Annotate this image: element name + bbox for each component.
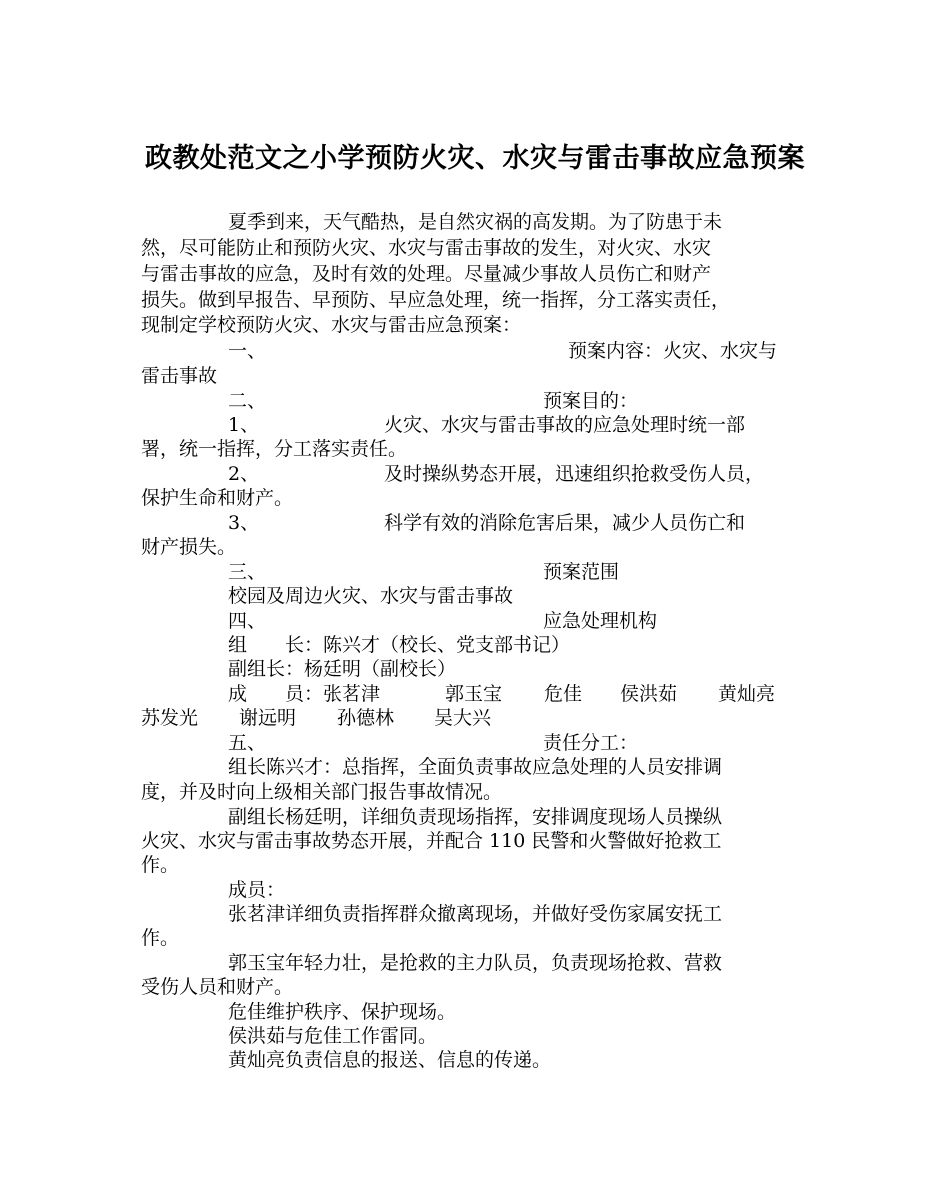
document-title: 政教处范文之小学预防火灾、水灾与雷击事故应急预案 <box>145 143 805 174</box>
duty-line: 副组长杨廷明，详细负责现场指挥，安排调度现场人员操纵 <box>228 806 723 828</box>
section-text: 预案内容：火灾、水灾与 <box>568 340 778 362</box>
duty-line: 郭玉宝年轻力壮，是抢救的主力队员，负责现场抢救、营救 <box>228 952 723 974</box>
duty-line: 受伤人员和财产。 <box>141 976 294 998</box>
intro-line: 现制定学校预防火灾、水灾与雷击应急预案： <box>141 314 522 336</box>
duty-line: 火灾、水灾与雷击事故势态开展，并配合 110 民警和火警做好抢救工 <box>141 830 722 852</box>
member-name: 侯洪茹 <box>620 683 678 705</box>
member-name: 郭玉宝 <box>445 683 503 705</box>
section-number: 五、 <box>228 732 267 754</box>
org-members: 成 员：张茗津 郭玉宝 危佳 侯洪茹 黄灿亮 <box>228 683 776 705</box>
duty-line: 组长陈兴才：总指挥，全面负责事故应急处理的人员安排调 <box>228 756 723 778</box>
duty-line: 成员： <box>228 879 286 901</box>
intro-line: 与雷击事故的应急，及时有效的处理。尽量减少事故人员伤亡和财产 <box>141 263 712 285</box>
list-item: 2、 及时操纵势态开展，迅速组织抢救受伤人员， <box>228 463 765 485</box>
intro-line: 夏季到来，天气酷热，是自然灾祸的高发期。为了防患于未 <box>228 211 723 233</box>
duty-line: 张茗津详细负责指挥群众撤离现场，并做好受伤家属安抚工 <box>228 903 723 925</box>
duty-line: 侯洪茹与危佳工作雷同。 <box>228 1025 438 1047</box>
section-text: 责任分工： <box>543 732 639 754</box>
section-text: 预案目的： <box>543 390 639 412</box>
list-item-continuation: 财产损失。 <box>141 536 237 558</box>
duty-line: 危佳维护秩序、保护现场。 <box>228 1001 457 1023</box>
section-number: 四、 <box>228 610 267 632</box>
intro-line: 然，尽可能防止和预防火灾、水灾与雷击事故的发生，对火灾、水灾 <box>141 237 712 259</box>
list-item-continuation: 署，统一指挥，分工落实责任。 <box>141 438 408 460</box>
org-deputy: 副组长：杨廷明（副校长） <box>228 658 457 680</box>
duty-line: 黄灿亮负责信息的报送、信息的传递。 <box>228 1049 552 1071</box>
list-item: 3、 科学有效的消除危害后果，减少人员伤亡和 <box>228 512 746 534</box>
intro-line: 损失。做到早报告、早预防、早应急处理，统一指挥，分工落实责任， <box>141 289 731 311</box>
section-text: 应急处理机构 <box>543 610 658 632</box>
org-members-continuation <box>0 706 950 730</box>
list-item: 1、 火灾、水灾与雷击事故的应急处理时统一部 <box>228 414 746 436</box>
member-name: 谢远明 <box>239 707 297 729</box>
member-name: 黄灿亮 <box>718 683 776 705</box>
section-heading <box>0 560 950 584</box>
section-number: 三、 <box>228 561 267 583</box>
org-leader: 组 长：陈兴才（校长、党支部书记） <box>228 634 571 656</box>
section-heading <box>0 609 950 633</box>
duty-line: 度，并及时向上级相关部门报告事故情况。 <box>141 781 503 803</box>
section-heading <box>0 389 950 413</box>
duty-line: 作。 <box>141 854 180 876</box>
section-heading <box>0 339 950 363</box>
section-number: 一、 <box>228 340 267 362</box>
section-text: 预案范围 <box>543 561 620 583</box>
section-number: 二、 <box>228 390 267 412</box>
list-item-continuation: 保护生命和财产。 <box>141 487 294 509</box>
member-name: 吴大兴 <box>434 707 492 729</box>
member-name: 孙德林 <box>337 707 395 729</box>
duty-line: 作。 <box>141 927 180 949</box>
section-continuation: 雷击事故 <box>141 365 218 387</box>
member-name: 危佳 <box>544 683 583 705</box>
section-heading <box>0 731 950 755</box>
member-name: 苏发光 <box>141 707 199 729</box>
section-body: 校园及周边火灾、水灾与雷击事故 <box>228 585 514 607</box>
